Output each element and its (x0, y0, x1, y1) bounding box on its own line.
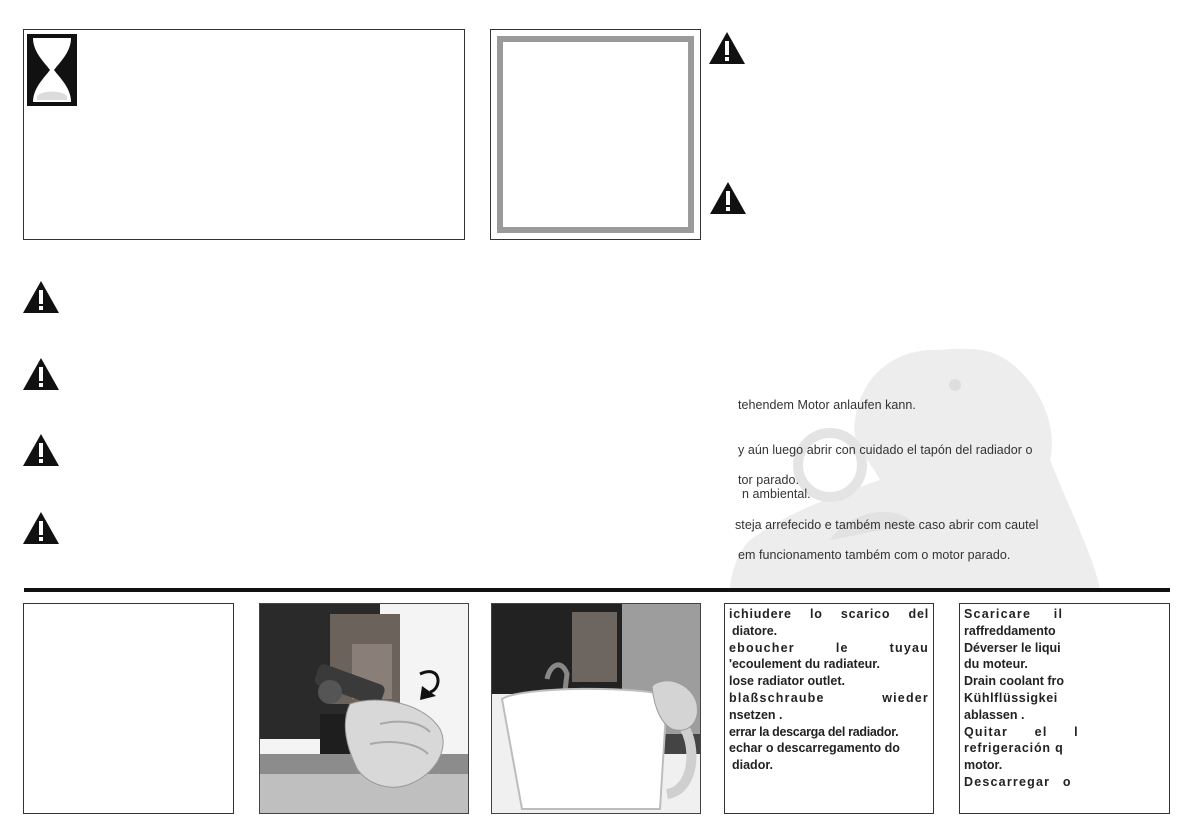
step-text-line: blaßschraube wieder (729, 690, 929, 705)
step-text-line: echar o descarregamento do (729, 741, 900, 756)
step-text-drain-coolant (959, 603, 1170, 814)
wrench-photo-illustration (260, 604, 469, 814)
warning-triangle-icon (22, 357, 60, 391)
warning-triangle-icon (22, 433, 60, 467)
warning-triangle-icon (22, 280, 60, 314)
warning-text-line: tehendem Motor anlaufen kann. (738, 398, 916, 412)
warning-text-line: steja arrefecido e também neste caso abrir com cautel (735, 518, 1039, 532)
step-text-line: nsetzen . (729, 707, 783, 722)
warning-triangle-icon (708, 31, 746, 65)
warning-triangle-icon (22, 511, 60, 545)
step-text-line: Descarregar o (964, 774, 1072, 789)
step-text-line: diatore. (732, 623, 778, 638)
step-text-line: motor. (964, 758, 1003, 773)
illustration-inner (497, 36, 694, 233)
hourglass-icon (27, 34, 77, 106)
step-text-line: errar la descarga del radiador. (729, 724, 899, 739)
step-text-line: eboucher le tuyau (729, 640, 929, 655)
warning-text-line: em funcionamento também com o motor parado. (738, 548, 1011, 562)
section-divider (24, 588, 1170, 592)
step-text-line: Drain coolant fro (964, 674, 1065, 689)
step-text-line: ichiudere lo scarico del (729, 607, 929, 621)
photo-drain-coolant (491, 603, 701, 814)
pitcher-photo-illustration (492, 604, 701, 814)
warning-triangle-icon (709, 181, 747, 215)
step-text-line: raffreddamento (964, 623, 1056, 638)
step-text-line: 'ecoulement du radiateur. (729, 657, 880, 672)
step-text-line: ablassen . (964, 707, 1025, 722)
blank-image-frame (23, 603, 234, 814)
illustration-frame (490, 29, 701, 240)
warning-text-line: tor parado. (738, 473, 800, 487)
timing-info-frame (23, 29, 465, 240)
warning-text-line: y aún luego abrir con cuidado el tapón del radiador o (738, 443, 1033, 457)
step-text-line: diador. (732, 758, 773, 773)
step-text-line: du moteur. (964, 657, 1028, 672)
step-text-line: Kühlflüssigkei (964, 690, 1058, 705)
photo-close-radiator-outlet (259, 603, 469, 814)
step-text-close-outlet (724, 603, 934, 814)
step-text-line: Déverser le liqui (964, 640, 1061, 655)
step-text-line: Scaricare il (964, 607, 1064, 621)
step-text-line: refrigeración q (964, 741, 1064, 756)
step-text-line: Quitar el l (964, 724, 1079, 739)
step-text-line: lose radiator outlet. (729, 674, 845, 689)
warning-text-line: n ambiental. (742, 487, 811, 501)
